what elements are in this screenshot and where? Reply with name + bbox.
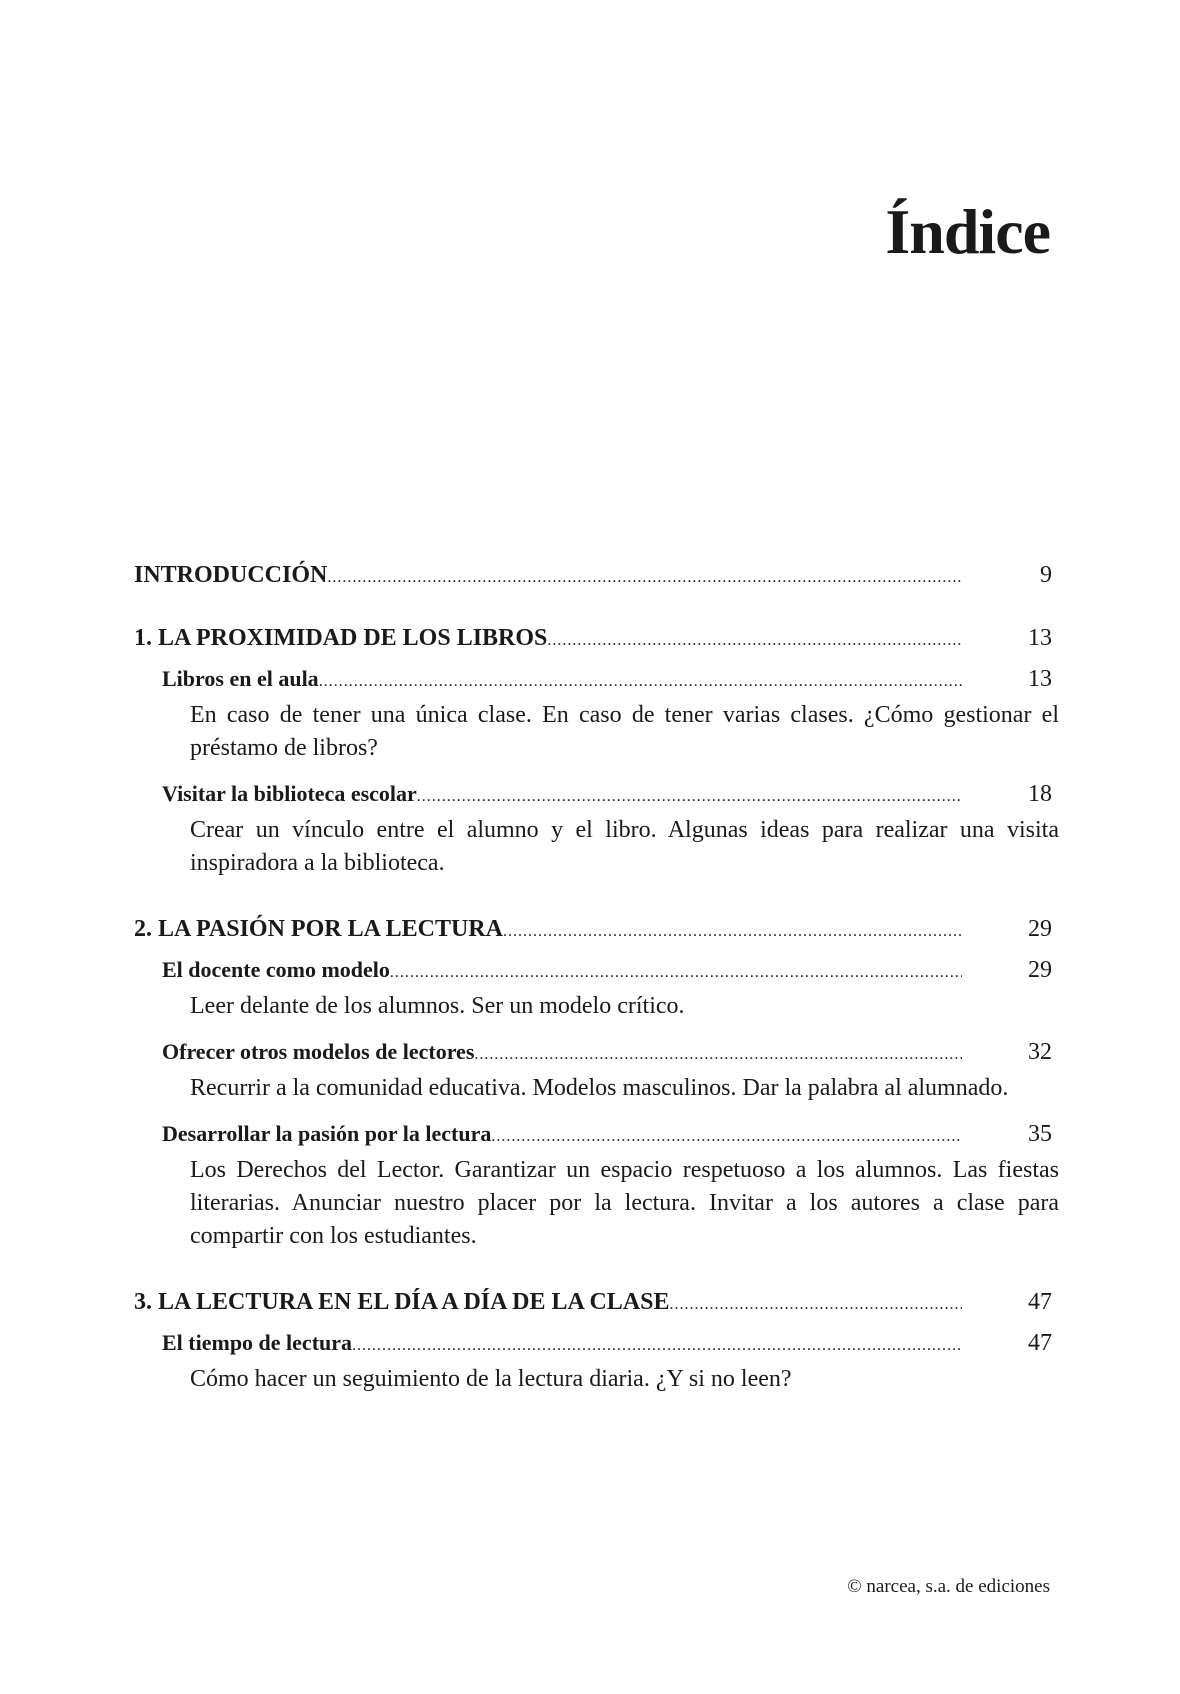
toc-entry-label: INTRODUCCIÓN	[134, 562, 328, 588]
toc-section-description: Crear un vínculo entre el alumno y el libro. Algunas ideas para realizar una visita inspiradora a la biblioteca.	[190, 817, 1059, 876]
dot-leader	[390, 964, 962, 982]
toc-entry-label: Desarrollar la pasión por la lectura	[162, 1121, 492, 1146]
dot-leader	[491, 1128, 962, 1146]
toc-section-description: En caso de tener una única clase. En caso de tener varias clases. ¿Cómo gestionar el préstamo de libros?	[190, 702, 1059, 761]
toc-chapter-1[interactable]	[134, 625, 1052, 652]
toc-entry-label: El docente como modelo	[162, 957, 390, 982]
page-title: Índice	[885, 196, 1050, 267]
dot-leader	[352, 1337, 962, 1355]
dot-leader	[547, 632, 962, 650]
toc-page-number: 18	[1028, 781, 1052, 807]
toc-entry-label: El tiempo de lectura	[162, 1330, 353, 1355]
toc-section-description: Recurrir a la comunidad educativa. Modelos masculinos. Dar la palabra al alumnado.	[190, 1075, 1009, 1101]
dot-leader	[327, 569, 962, 587]
toc-entry-label: Visitar la biblioteca escolar	[162, 781, 417, 806]
toc-page-number: 47	[1028, 1330, 1052, 1356]
toc-page-number: 29	[1028, 916, 1052, 942]
toc-entry-label: 2. LA PASIÓN POR LA LECTURA	[134, 916, 503, 942]
toc-section-otros-modelos[interactable]	[134, 1039, 1052, 1066]
toc-page-number: 47	[1028, 1289, 1052, 1315]
toc-page-number: 13	[1028, 666, 1052, 692]
toc-page-number: 29	[1028, 957, 1052, 983]
dot-leader	[670, 1296, 963, 1314]
table-of-contents	[134, 562, 1059, 1412]
dot-leader	[474, 1046, 962, 1064]
toc-chapter-3[interactable]	[134, 1289, 1052, 1316]
toc-section-libros-en-el-aula[interactable]	[134, 666, 1052, 693]
toc-section-desarrollar-pasion[interactable]	[134, 1121, 1052, 1148]
dot-leader	[417, 788, 962, 806]
toc-entry-label: Libros en el aula	[162, 666, 319, 691]
toc-entry-label: Ofrecer otros modelos de lectores	[162, 1039, 475, 1064]
dot-leader	[319, 673, 962, 691]
dot-leader	[503, 923, 962, 941]
toc-section-tiempo-lectura[interactable]	[134, 1330, 1052, 1357]
toc-entry-label: 1. LA PROXIMIDAD DE LOS LIBROS	[134, 625, 548, 651]
toc-section-description: Leer delante de los alumnos. Ser un modelo crítico.	[190, 993, 685, 1019]
toc-section-description: Cómo hacer un seguimiento de la lectura diaria. ¿Y si no leen?	[190, 1366, 792, 1392]
toc-section-docente-modelo[interactable]	[134, 957, 1052, 984]
toc-page-number: 9	[1040, 562, 1052, 588]
toc-entry-introduccion[interactable]	[134, 562, 1052, 589]
toc-chapter-2[interactable]	[134, 916, 1052, 943]
toc-section-description: Los Derechos del Lector. Garantizar un espacio respetuoso a los alumnos. Las fiestas literarias. Anunciar nuestro placer por la lectura. Invitar a los autores a clase para compartir con los estudiantes.	[190, 1157, 1059, 1249]
toc-page-number: 35	[1028, 1121, 1052, 1147]
toc-section-visitar-biblioteca[interactable]	[134, 781, 1052, 808]
copyright-footer: © narcea, s.a. de ediciones	[847, 1576, 1050, 1597]
toc-entry-label: 3. LA LECTURA EN EL DÍA A DÍA DE LA CLASE	[134, 1289, 670, 1315]
toc-page-number: 13	[1028, 625, 1052, 651]
toc-page-number: 32	[1028, 1039, 1052, 1065]
